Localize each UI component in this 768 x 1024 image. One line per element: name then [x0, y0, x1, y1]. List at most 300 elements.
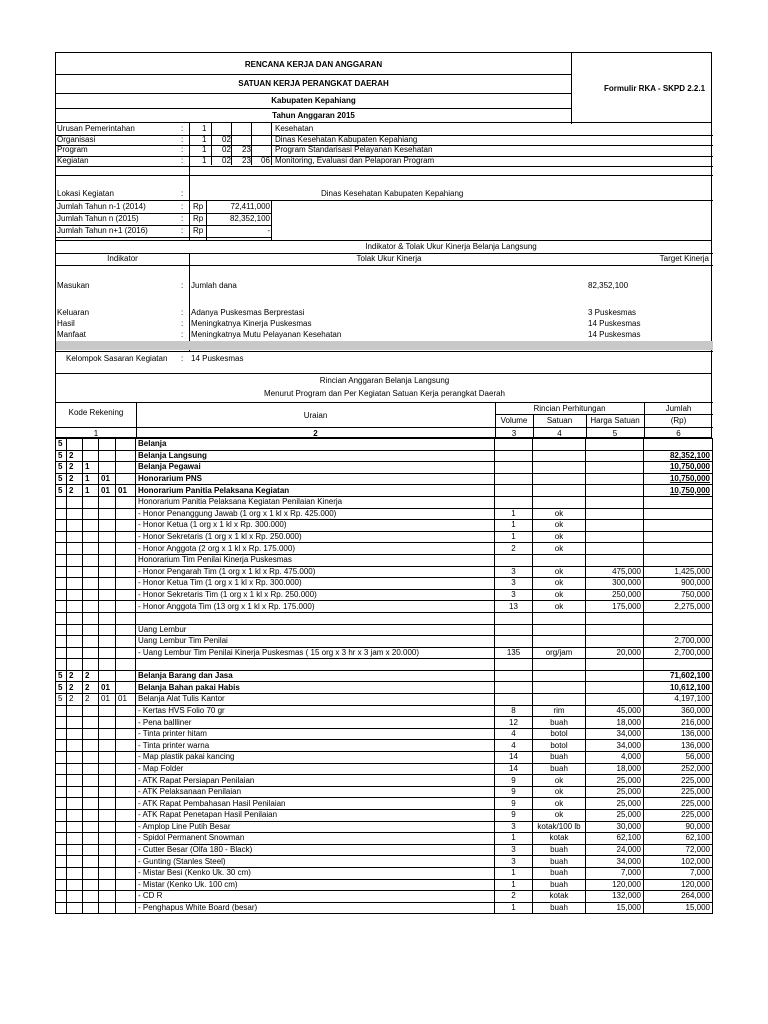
- info-code-3: 23: [242, 145, 251, 155]
- uraian-cell: [136, 659, 495, 671]
- kode-cell: [67, 543, 83, 555]
- uraian-cell: [136, 902, 495, 914]
- kode-cell: [56, 543, 67, 555]
- uraian-cell: [136, 612, 495, 624]
- jumlah-cell: 62,100: [644, 833, 713, 845]
- kode-cell: [67, 798, 83, 810]
- info-block: [55, 123, 712, 241]
- volume-cell: [495, 439, 533, 451]
- info-label: Kegiatan: [57, 155, 89, 165]
- volume-cell: 9: [495, 798, 533, 810]
- uraian-cell: [136, 879, 495, 891]
- uraian-cell: [136, 775, 495, 787]
- table-row: [56, 659, 713, 671]
- satuan-cell: buah: [533, 763, 586, 775]
- kode-cell: [67, 554, 83, 566]
- uraian-cell: [136, 740, 495, 752]
- uraian-text: Belanja Barang dan Jasa: [138, 671, 233, 681]
- harga-cell: [586, 450, 644, 462]
- uraian-text: - Uang Lembur Tim Penilai Kinerja Puskesmas ( 15 org x 3 hr x 3 jam x 20.000): [138, 647, 420, 657]
- uraian-text: - Honor Pengarah Tim (1 org x 1 kl x Rp. 475.000): [138, 566, 316, 576]
- kode-cell: [116, 462, 136, 474]
- jumlah-value: -: [267, 226, 270, 235]
- table-row: [56, 439, 713, 451]
- volume-cell: 9: [495, 775, 533, 787]
- kode-cell: [67, 902, 83, 914]
- jumlah-label: Jumlah Tahun n+1 (2016): [57, 226, 148, 235]
- rincian-perhitungan-col: Rincian Perhitungan: [533, 404, 606, 413]
- kode-cell: [67, 891, 83, 903]
- kode-cell: 01: [99, 694, 116, 706]
- kode-cell: [83, 867, 99, 879]
- kode-cell: [116, 450, 136, 462]
- table-row: [56, 578, 713, 590]
- harga-cell: [586, 485, 644, 497]
- harga-cell: 250,000: [586, 589, 644, 601]
- kode-cell: [116, 705, 136, 717]
- harga-cell: 34,000: [586, 728, 644, 740]
- kode-cell: [116, 810, 136, 822]
- volume-cell: 14: [495, 752, 533, 764]
- rincian-title: Rincian Anggaran Belanja Langsung: [319, 376, 450, 385]
- satuan-cell: kotak/100 lb: [533, 821, 586, 833]
- jumlah-cell: 225,000: [644, 775, 713, 787]
- uraian-text: - CD R: [138, 891, 163, 901]
- kode-cell: [83, 496, 99, 508]
- volume-cell: [495, 670, 533, 682]
- satuan-cell: buah: [533, 902, 586, 914]
- info-code-2: 02: [222, 155, 231, 165]
- kode-cell: [67, 601, 83, 613]
- satuan-cell: org/jam: [533, 647, 586, 659]
- kode-cell: [67, 520, 83, 532]
- uraian-cell: [136, 867, 495, 879]
- kode-cell: [116, 659, 136, 671]
- satuan-cell: buah: [533, 717, 586, 729]
- uraian-cell: [136, 508, 495, 520]
- kode-cell: [116, 601, 136, 613]
- jumlah-cell: 2,275,000: [644, 601, 713, 613]
- volume-cell: 1: [495, 531, 533, 543]
- table-row: [56, 740, 713, 752]
- satuan-cell: botol: [533, 728, 586, 740]
- colon: :: [181, 124, 184, 133]
- jumlah-cell: 120,000: [644, 879, 713, 891]
- kode-cell: [99, 763, 116, 775]
- kode-cell: [56, 705, 67, 717]
- sasaran-label: Kelompok Sasaran Kegiatan: [66, 354, 168, 363]
- table-row: [56, 612, 713, 624]
- kode-cell: 2: [67, 473, 83, 485]
- jumlah-cell: 900,000: [644, 578, 713, 590]
- satuan-cell: [533, 450, 586, 462]
- kode-cell: [99, 867, 116, 879]
- satuan-cell: [533, 612, 586, 624]
- kode-cell: [67, 879, 83, 891]
- uraian-text: - Honor Ketua Tim (1 org x 1 kl x Rp. 300.000): [138, 578, 302, 588]
- harga-cell: 300,000: [586, 578, 644, 590]
- uraian-text: - Penghapus White Board (besar): [138, 903, 258, 913]
- kode-cell: [67, 775, 83, 787]
- kode-cell: [67, 647, 83, 659]
- jumlah-cell: [644, 612, 713, 624]
- harga-cell: 45,000: [586, 705, 644, 717]
- jumlah-cell: [644, 531, 713, 543]
- volume-cell: 9: [495, 810, 533, 822]
- satuan-cell: [533, 496, 586, 508]
- jumlah-cell: [644, 496, 713, 508]
- volume-cell: 3: [495, 844, 533, 856]
- kode-cell: [116, 508, 136, 520]
- harga-cell: 20,000: [586, 647, 644, 659]
- info-label: Program: [57, 145, 88, 155]
- kode-cell: [83, 891, 99, 903]
- kode-cell: [67, 624, 83, 636]
- indikator-label: Masukan: [57, 281, 90, 290]
- kode-cell: [56, 531, 67, 543]
- info-code-1: 1: [202, 155, 207, 165]
- kode-cell: [116, 682, 136, 694]
- uraian-cell: [136, 705, 495, 717]
- kode-cell: [99, 786, 116, 798]
- harga-cell: [586, 531, 644, 543]
- harga-cell: [586, 508, 644, 520]
- harga-cell: 175,000: [586, 601, 644, 613]
- uraian-text: Belanja Bahan pakai Habis: [138, 682, 240, 692]
- jumlah-cell: 10,750,000: [644, 485, 713, 497]
- indikator-label: Manfaat: [57, 330, 86, 339]
- kode-cell: [99, 647, 116, 659]
- kode-cell: [116, 775, 136, 787]
- indikator-label: Keluaran: [57, 308, 90, 317]
- table-row: [56, 682, 713, 694]
- colon: :: [181, 281, 184, 290]
- uraian-text: Belanja Langsung: [138, 450, 207, 460]
- kode-cell: 1: [83, 473, 99, 485]
- title-block: [55, 52, 712, 123]
- kode-cell: [116, 543, 136, 555]
- jumlah-cell: 225,000: [644, 798, 713, 810]
- info-value: Kesehatan: [275, 124, 314, 133]
- kode-cell: [56, 786, 67, 798]
- satuan-cell: botol: [533, 740, 586, 752]
- kode-cell: 2: [67, 462, 83, 474]
- uraian-text: - Tinta printer warna: [138, 740, 210, 750]
- kode-rekening-col: Kode Rekening: [68, 408, 124, 417]
- table-row: [56, 566, 713, 578]
- kode-cell: [83, 543, 99, 555]
- volume-cell: 1: [495, 833, 533, 845]
- uraian-text: - Gunting (Stanles Steel): [138, 856, 226, 866]
- kode-cell: 1: [83, 485, 99, 497]
- kode-cell: 01: [99, 485, 116, 497]
- kode-cell: [99, 531, 116, 543]
- harga-cell: 475,000: [586, 566, 644, 578]
- colon: :: [181, 319, 184, 328]
- kode-cell: [99, 462, 116, 474]
- uraian-text: - Spidol Permanent Snowman: [138, 833, 245, 843]
- table-row: [56, 636, 713, 648]
- uraian-text: Belanja Alat Tulis Kantor: [138, 694, 225, 704]
- volume-cell: 12: [495, 717, 533, 729]
- kode-cell: [116, 496, 136, 508]
- kode-cell: [67, 636, 83, 648]
- kode-cell: [116, 786, 136, 798]
- kode-cell: [99, 578, 116, 590]
- harga-cell: 34,000: [586, 856, 644, 868]
- kode-cell: [83, 740, 99, 752]
- table-row: [56, 798, 713, 810]
- table-row: [56, 856, 713, 868]
- kode-cell: [56, 833, 67, 845]
- rka-sheet: [55, 52, 712, 913]
- jumlah-cell: 264,000: [644, 891, 713, 903]
- satuan-cell: ok: [533, 601, 586, 613]
- table-row: [56, 786, 713, 798]
- kode-cell: [83, 566, 99, 578]
- table-row: [56, 902, 713, 914]
- kode-cell: [99, 508, 116, 520]
- colon: :: [181, 145, 184, 155]
- uraian-cell: [136, 624, 495, 636]
- kode-cell: 2: [67, 670, 83, 682]
- table-row: [56, 543, 713, 555]
- jumlah-cell: 225,000: [644, 810, 713, 822]
- kode-cell: [83, 717, 99, 729]
- kode-cell: [99, 659, 116, 671]
- kode-cell: [99, 798, 116, 810]
- satuan-cell: [533, 670, 586, 682]
- kode-cell: [99, 902, 116, 914]
- kode-cell: [116, 578, 136, 590]
- kode-cell: 5: [56, 439, 67, 451]
- jumlah-cell: [644, 659, 713, 671]
- jumlah-cell: 4,197,100: [644, 694, 713, 706]
- kode-cell: [116, 624, 136, 636]
- kode-cell: [116, 612, 136, 624]
- info-label: Urusan Pemerintahan: [57, 124, 135, 133]
- kode-cell: [99, 833, 116, 845]
- uraian-cell: [136, 682, 495, 694]
- harga-cell: [586, 670, 644, 682]
- indikator-col: Indikator: [107, 254, 138, 263]
- jumlah-cell: 7,000: [644, 867, 713, 879]
- kode-cell: [116, 670, 136, 682]
- uraian-text: Uang Lembur: [138, 624, 187, 634]
- kode-cell: [83, 636, 99, 648]
- kode-cell: [67, 752, 83, 764]
- uraian-cell: [136, 670, 495, 682]
- table-row: [56, 531, 713, 543]
- kode-cell: [116, 647, 136, 659]
- volume-cell: 1: [495, 520, 533, 532]
- jumlah-cell: 72,000: [644, 844, 713, 856]
- tolak-ukur-value: Meningkatnya Mutu Pelayanan Kesehatan: [191, 330, 342, 339]
- jumlah-cell: 252,000: [644, 763, 713, 775]
- kode-cell: [56, 554, 67, 566]
- satuan-cell: [533, 554, 586, 566]
- volume-cell: 3: [495, 856, 533, 868]
- satuan-cell: ok: [533, 531, 586, 543]
- kode-cell: [67, 717, 83, 729]
- volume-cell: [495, 682, 533, 694]
- form-code: Formulir RKA - SKPD 2.2.1: [604, 84, 706, 93]
- kode-cell: [116, 728, 136, 740]
- kode-cell: [67, 439, 83, 451]
- kode-cell: [99, 740, 116, 752]
- kode-cell: 2: [67, 485, 83, 497]
- kode-cell: [83, 554, 99, 566]
- kode-cell: [67, 844, 83, 856]
- tolak-ukur-col: Tolak Ukur Kinerja: [356, 254, 422, 263]
- satuan-cell: [533, 462, 586, 474]
- uraian-cell: [136, 833, 495, 845]
- col-num-2: 2: [313, 429, 318, 438]
- col-num-6: 6: [676, 429, 681, 438]
- uraian-text: - ATK Pelaksanaan Penilaian: [138, 787, 242, 797]
- kode-cell: 5: [56, 670, 67, 682]
- uraian-cell: [136, 636, 495, 648]
- kode-cell: [99, 728, 116, 740]
- satuan-cell: [533, 624, 586, 636]
- satuan-cell: buah: [533, 752, 586, 764]
- uraian-cell: [136, 473, 495, 485]
- kode-cell: [67, 821, 83, 833]
- harga-cell: 18,000: [586, 763, 644, 775]
- satuan-cell: buah: [533, 879, 586, 891]
- satuan-cell: ok: [533, 786, 586, 798]
- kode-cell: [67, 867, 83, 879]
- harga-cell: 62,100: [586, 833, 644, 845]
- kode-cell: [99, 705, 116, 717]
- kode-cell: [83, 833, 99, 845]
- uraian-text: - ATK Rapat Penetapan Hasil Penilaian: [138, 810, 278, 820]
- uraian-text: - Honor Sekretaris (1 org x 1 kl x Rp. 250.000): [138, 532, 302, 542]
- info-value: Dinas Kesehatan Kabupaten Kepahiang: [275, 134, 418, 144]
- volume-cell: [495, 612, 533, 624]
- volume-cell: [495, 554, 533, 566]
- jumlah-cell: 10,612,100: [644, 682, 713, 694]
- volume-cell: 9: [495, 786, 533, 798]
- volume-col: Volume: [500, 416, 528, 425]
- colon: :: [181, 354, 184, 363]
- kode-cell: [116, 763, 136, 775]
- satuan-cell: ok: [533, 589, 586, 601]
- harga-cell: [586, 462, 644, 474]
- jumlah-cell: [644, 554, 713, 566]
- kode-cell: [83, 439, 99, 451]
- kode-cell: 01: [116, 485, 136, 497]
- uraian-cell: [136, 821, 495, 833]
- volume-cell: 3: [495, 821, 533, 833]
- table-row: [56, 450, 713, 462]
- kode-cell: 2: [83, 670, 99, 682]
- harga-cell: 24,000: [586, 844, 644, 856]
- satuan-cell: [533, 485, 586, 497]
- info-code-1: 1: [202, 124, 207, 133]
- info-code-3: 23: [242, 155, 251, 165]
- colon: :: [181, 214, 184, 223]
- kode-cell: [83, 844, 99, 856]
- kode-cell: [56, 821, 67, 833]
- jumlah-cell: [644, 543, 713, 555]
- table-row: [56, 879, 713, 891]
- harga-cell: [586, 624, 644, 636]
- uraian-cell: [136, 856, 495, 868]
- uraian-text: - Tinta printer hitam: [138, 729, 207, 739]
- colon: :: [181, 330, 184, 339]
- harga-cell: [586, 520, 644, 532]
- kode-cell: 1: [83, 462, 99, 474]
- satuan-cell: ok: [533, 520, 586, 532]
- rp-label: Rp: [193, 214, 204, 223]
- table-row: [56, 821, 713, 833]
- kode-cell: [67, 786, 83, 798]
- jumlah-cell: 225,000: [644, 786, 713, 798]
- volume-cell: [495, 473, 533, 485]
- uraian-cell: [136, 694, 495, 706]
- kode-cell: 5: [56, 462, 67, 474]
- kode-cell: [83, 821, 99, 833]
- harga-cell: 25,000: [586, 810, 644, 822]
- kode-cell: [99, 439, 116, 451]
- volume-cell: 3: [495, 589, 533, 601]
- volume-cell: 1: [495, 508, 533, 520]
- kode-cell: [67, 856, 83, 868]
- col-num-3: 3: [511, 429, 517, 438]
- kode-cell: [83, 531, 99, 543]
- kode-cell: 2: [67, 450, 83, 462]
- jumlah-cell: 136,000: [644, 740, 713, 752]
- harga-cell: [586, 543, 644, 555]
- harga-cell: [586, 554, 644, 566]
- jumlah-cell: 136,000: [644, 728, 713, 740]
- satuan-cell: buah: [533, 856, 586, 868]
- table-row: [56, 496, 713, 508]
- budget-detail-table: [55, 438, 713, 914]
- volume-cell: [495, 450, 533, 462]
- satuan-cell: ok: [533, 508, 586, 520]
- jumlah-cell: [644, 508, 713, 520]
- info-code-2: 02: [222, 145, 231, 155]
- rp-col: (Rp): [670, 416, 687, 425]
- kode-cell: [99, 496, 116, 508]
- kode-cell: 5: [56, 694, 67, 706]
- harga-cell: [586, 659, 644, 671]
- info-code-2: 02: [222, 134, 231, 144]
- uraian-cell: [136, 763, 495, 775]
- kode-cell: [116, 879, 136, 891]
- satuan-cell: ok: [533, 566, 586, 578]
- table-row: [56, 554, 713, 566]
- uraian-col: Uraian: [303, 411, 328, 420]
- satuan-col: Satuan: [546, 416, 573, 425]
- kode-cell: [116, 844, 136, 856]
- kode-cell: [56, 601, 67, 613]
- volume-cell: [495, 636, 533, 648]
- jumlah-cell: 56,000: [644, 752, 713, 764]
- table-row: [56, 508, 713, 520]
- kode-cell: [67, 810, 83, 822]
- tolak-ukur-value: Adanya Puskesmas Berprestasi: [191, 308, 305, 317]
- kode-cell: [56, 717, 67, 729]
- kode-cell: [67, 566, 83, 578]
- jumlah-cell: 750,000: [644, 589, 713, 601]
- volume-cell: [495, 462, 533, 474]
- kode-cell: 01: [116, 694, 136, 706]
- harga-cell: [586, 496, 644, 508]
- jumlah-cell: 90,000: [644, 821, 713, 833]
